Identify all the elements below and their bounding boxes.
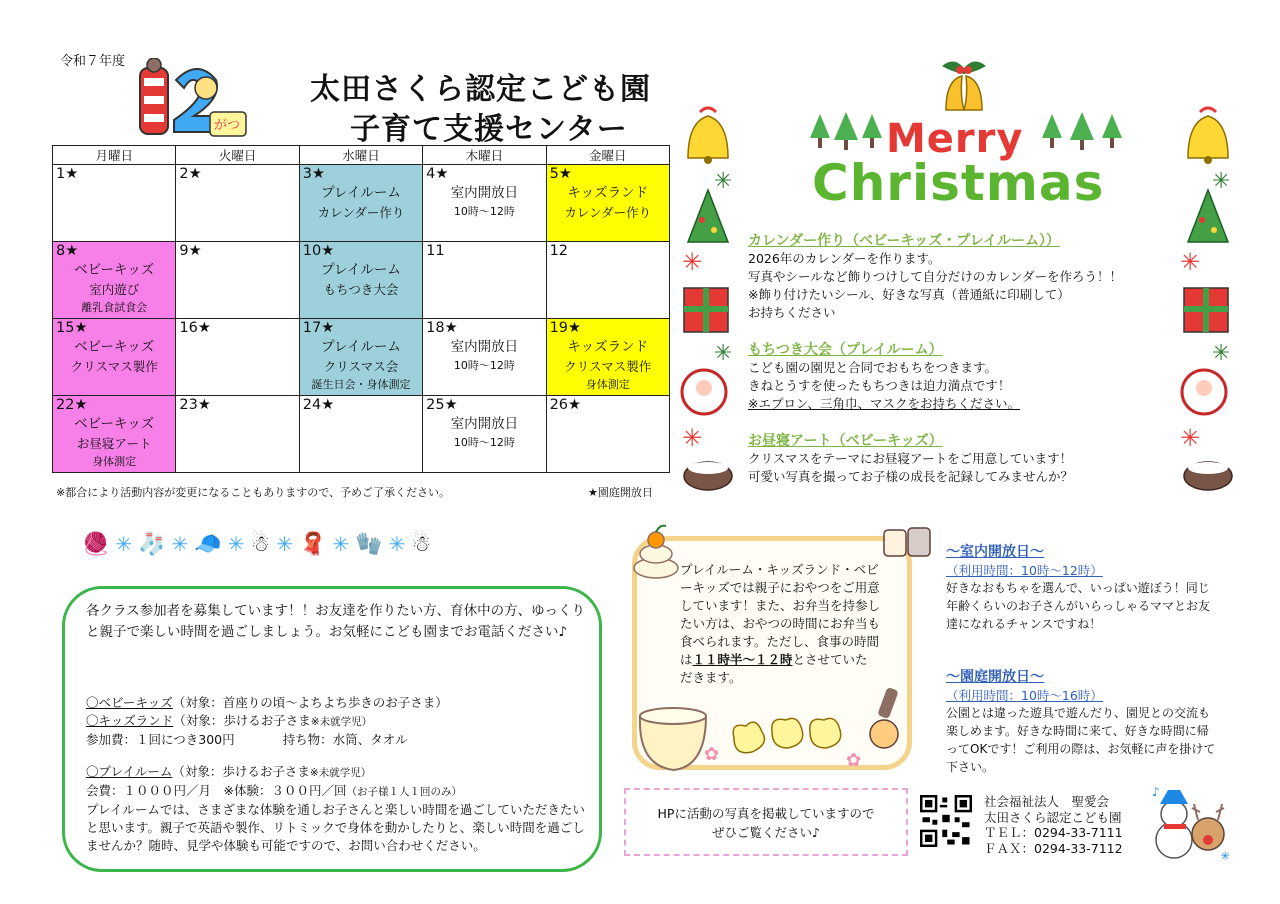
mochi-pounding-illustration	[634, 686, 914, 776]
day-number: 1★	[56, 166, 79, 182]
play-fee-note: （お子様１人１回のみ）	[346, 786, 462, 798]
homepage-notice-line2: ぜひご覧ください♪	[712, 825, 820, 840]
fiscal-year-label: 令和７年度	[60, 54, 126, 69]
calendar-week-row	[53, 319, 670, 396]
svg-text:✳: ✳	[714, 169, 733, 194]
event-detail: カレンダー作り	[317, 205, 405, 220]
calendar-week-row	[53, 242, 670, 319]
contact-org: 社会福祉法人 聖愛会	[984, 794, 1110, 809]
event-detail: 離乳食試食会	[81, 301, 148, 314]
calendar-week-row	[53, 165, 670, 242]
contact-fax: ＦＡＸ：0294-33-7112	[984, 840, 1123, 856]
mochi-food-icon	[880, 522, 936, 562]
event-title: もちつき大会（プレイルーム）	[748, 342, 943, 358]
weekday-header: 水曜日	[299, 146, 422, 165]
snack-text-before: プレイルーム・キッズランド・ベビーキッズでは親子におやつをご用意しています！また、お弁当を持参したい方は、おやつの時間にお弁当も食べられます。ただし、食事の時間は	[680, 562, 881, 667]
contact-name: 太田さくら認定こども園	[984, 809, 1122, 825]
day-number: 5★	[549, 166, 572, 182]
class-target-baby: （対象：首座りの頃～よちよち歩きのお子さま）	[172, 695, 448, 710]
event-calendar-making	[748, 230, 1168, 322]
snack-info	[680, 561, 880, 687]
left-ornaments-column	[678, 102, 738, 492]
calendar-day-cell	[299, 319, 422, 396]
mittens-icon: 🧤	[355, 531, 383, 557]
snowflake-icon: ✳	[332, 532, 350, 556]
month-label-text: がつ	[214, 118, 241, 133]
calendar-day-cell	[423, 319, 546, 396]
event-nap-art	[748, 430, 1168, 486]
winter-decoration-row	[82, 526, 582, 562]
weekday-header: 金曜日	[546, 146, 669, 165]
bring-line: 持ち物：水筒、タオル	[282, 732, 408, 747]
snowflake-icon: ✳	[276, 532, 294, 556]
calendar-day-cell	[299, 165, 422, 242]
class-target-kids: （対象：歩けるお子さま	[173, 713, 311, 728]
homepage-notice	[636, 804, 896, 842]
weekday-header: 火曜日	[176, 146, 299, 165]
day-number: 3★	[302, 166, 326, 182]
garden-open-day	[946, 666, 1216, 776]
calendar-day-cell	[176, 242, 299, 319]
class-target-play: （対象：歩けるお子さま	[172, 764, 310, 779]
bells-icon	[924, 56, 1004, 116]
weekday-header: 木曜日	[423, 146, 546, 165]
calendar-day-cell	[53, 319, 176, 396]
day-number: 12	[549, 243, 569, 259]
event-line: ※エプロン、三角巾、マスクをお持ちください。	[748, 396, 1020, 411]
event-name: キッズランド	[567, 339, 649, 355]
event-detail: 10時～12時	[453, 436, 515, 449]
svg-text:✳: ✳	[1220, 849, 1231, 863]
class-list	[86, 694, 596, 855]
calendar-day-cell	[53, 165, 176, 242]
event-name: キッズランド	[567, 185, 649, 201]
svg-text:✳: ✳	[1180, 424, 1201, 452]
day-number: 16★	[179, 320, 211, 336]
snowflake-icon: ✳	[227, 532, 245, 556]
day-number: 4★	[426, 166, 449, 182]
page-subtitle: 子育て支援センター	[350, 112, 628, 147]
svg-text:♪: ♪	[1152, 785, 1160, 799]
event-detail: カレンダー作り	[564, 205, 652, 220]
calendar-day-cell	[423, 242, 546, 319]
event-line: 写真やシールなど飾りつけして自分だけのカレンダーを作ろう！！	[748, 269, 1122, 284]
svg-text:✳: ✳	[1212, 341, 1231, 366]
calendar-week-row	[53, 396, 670, 473]
snowman-icon: ☃	[250, 531, 271, 557]
indoor-open-day	[946, 541, 1216, 633]
calendar-day-cell	[299, 242, 422, 319]
snowflake-icon: ✳	[171, 532, 189, 556]
day-number: 23★	[179, 397, 211, 413]
socks-icon: 🧦	[138, 531, 166, 557]
event-name: 室内開放日	[450, 416, 519, 432]
contact-info	[984, 794, 1123, 856]
class-name-baby: 〇ベビーキッズ	[86, 695, 173, 710]
svg-text:✿: ✿	[846, 750, 862, 771]
snowflake-icon: ✳	[388, 532, 406, 556]
event-name: ベビーキッズ	[74, 262, 155, 278]
event-detail: 10時～12時	[453, 205, 515, 218]
day-number: 11	[426, 243, 445, 259]
event-detail: 10時～12時	[453, 359, 515, 372]
event-title: お昼寝アート（ベビーキッズ）	[748, 433, 943, 449]
play-fee: 会費：１０００円／月 ※体験：３００円／回	[86, 783, 347, 798]
merry-heading: Merry	[886, 116, 1024, 162]
event-line: 2026年のカレンダーを作ります。	[748, 251, 941, 266]
event-detail: お昼寝アート	[76, 436, 152, 451]
calendar-day-cell	[546, 242, 669, 319]
class-name-kids: 〇キッズランド	[86, 713, 174, 728]
event-name: ベビーキッズ	[74, 339, 155, 355]
qr-code[interactable]	[920, 795, 972, 847]
event-line: お持ちください	[748, 305, 836, 320]
snack-time: １１時半～１２時	[692, 652, 793, 667]
month-badge-illustration	[134, 58, 252, 140]
day-number: 2★	[179, 166, 202, 182]
recruitment-intro: 各クラス参加者を募集しています！！お友達を作りたい方、育休中の方、ゆっくりと親子で楽しい時間を過ごしましょう。お気軽にこども園までお電話ください♪	[86, 603, 585, 640]
indoor-title: ～室内開放日～	[946, 544, 1044, 560]
event-mochi	[748, 339, 1168, 413]
yarn-icon: 🧶	[82, 531, 110, 557]
trees-right-icon	[1040, 112, 1124, 156]
snowflake-icon: ✳	[115, 532, 133, 556]
kagami-mochi-icon	[626, 520, 686, 580]
star-legend: ★園庭開放日	[588, 486, 653, 499]
event-detail: 誕生日会・身体測定	[311, 378, 411, 391]
calendar-note: ※都合により活動内容が変更になることもありますので、予めご了承ください。	[56, 486, 450, 499]
event-line: ※飾り付けたいシール、好きな写真（普通紙に印刷して）	[748, 287, 1070, 302]
svg-text:✳: ✳	[1212, 169, 1231, 194]
indoor-time: （利用時間：10時～12時）	[946, 563, 1103, 578]
event-detail: クリスマス製作	[70, 359, 158, 374]
svg-text:✿: ✿	[704, 744, 720, 765]
scarf-icon: 🧣	[299, 531, 327, 557]
event-name: ベビーキッズ	[74, 416, 155, 432]
trees-left-icon	[808, 112, 884, 156]
class-target-play-note: ※未就学児）	[309, 767, 372, 779]
event-line: 可愛い写真を撮ってお子様の成長を記録してみませんか？	[748, 469, 1074, 484]
event-detail: 室内遊び	[89, 282, 140, 297]
class-target-kids-note: ※未就学児）	[310, 716, 373, 728]
svg-text:✳: ✳	[682, 424, 703, 452]
contact-tel: ＴＥＬ：0294-33-7111	[984, 825, 1123, 840]
day-number: 15★	[56, 320, 88, 336]
event-name: プレイルーム	[321, 262, 401, 278]
event-detail: クリスマス製作	[564, 359, 652, 374]
event-detail: 身体測定	[585, 378, 630, 391]
day-number: 10★	[302, 243, 335, 259]
garden-body: 公園とは違った遊具で遊んだり、園児との交流も楽しめます。好きな時間に来て、好きな時間に帰ってOKです！ご利用の際は、お気軽に声を掛けて下さい。	[946, 706, 1216, 774]
event-name: プレイルーム	[321, 339, 401, 355]
day-number: 25★	[426, 397, 458, 413]
calendar-day-cell	[299, 396, 422, 473]
calendar-day-cell	[546, 165, 669, 242]
calendar-day-cell	[546, 396, 669, 473]
christmas-heading: Christmas	[812, 154, 1105, 212]
calendar-day-cell	[176, 319, 299, 396]
activity-calendar	[52, 145, 670, 473]
garden-title: ～園庭開放日～	[946, 669, 1044, 685]
event-title: カレンダー作り（ベビーキッズ・プレイルーム））	[748, 233, 1060, 249]
event-detail: クリスマス会	[323, 359, 399, 374]
day-number: 18★	[426, 320, 458, 336]
event-detail: 身体測定	[92, 455, 137, 468]
page-title: 太田さくら認定こども園	[310, 72, 651, 107]
class-name-play: 〇プレイルーム	[86, 764, 173, 779]
calendar-day-cell	[176, 165, 299, 242]
svg-text:✳: ✳	[714, 341, 733, 366]
right-ornaments-column	[1178, 102, 1238, 492]
homepage-notice-line1: HPに活動の写真を掲載していますので	[657, 806, 875, 821]
svg-text:✳: ✳	[682, 248, 703, 276]
day-number: 26★	[549, 397, 582, 413]
day-number: 19★	[549, 320, 582, 336]
knit-hat-icon: 🧢	[194, 531, 222, 557]
indoor-body: 好きなおもちゃを選んで、いっぱい遊ぼう！同じ年齢くらいのお子さんがいらっしゃるママとお友達になれるチャンスですね！	[946, 581, 1211, 631]
fee-line: 参加費：１回につき300円	[86, 732, 235, 747]
calendar-day-cell	[423, 165, 546, 242]
event-name: プレイルーム	[321, 185, 401, 201]
weekday-header: 月曜日	[53, 146, 176, 165]
garden-time: （利用時間：10時～16時）	[946, 688, 1103, 703]
event-line: クリスマスをテーマにお昼寝アートをご用意しています！	[748, 451, 1073, 466]
snowman-icon: ☃	[411, 531, 432, 557]
day-number: 24★	[302, 397, 335, 413]
day-number: 8★	[56, 243, 79, 259]
calendar-day-cell	[53, 242, 176, 319]
calendar-day-cell	[53, 396, 176, 473]
day-number: 22★	[56, 397, 88, 413]
day-number: 17★	[302, 320, 335, 336]
event-name: 室内開放日	[450, 185, 519, 201]
event-detail: もちつき大会	[323, 282, 399, 297]
calendar-day-cell	[423, 396, 546, 473]
day-number: 9★	[179, 243, 202, 259]
event-name: 室内開放日	[450, 339, 519, 355]
event-line: こども園の園児と合同でおもちをつきます。	[748, 360, 998, 375]
svg-text:✳: ✳	[1180, 248, 1201, 276]
snowman-reindeer-illustration	[1150, 784, 1234, 864]
calendar-day-cell	[546, 319, 669, 396]
snack-text-after: とさせていただきます。	[680, 652, 868, 685]
calendar-day-cell	[176, 396, 299, 473]
event-line: きねとうすを使ったもちつきは迫力満点です！	[748, 378, 1011, 393]
play-description: プレイルームでは、さまざまな体験を通しお子さんと楽しい時間を過ごしていただきたいと思います。親子で英語や製作、リトミックで身体を動かしたりと、楽しい時間を過ごしませんか？随時、見学や体験も可能ですので、お問い合わせください。	[86, 802, 585, 853]
